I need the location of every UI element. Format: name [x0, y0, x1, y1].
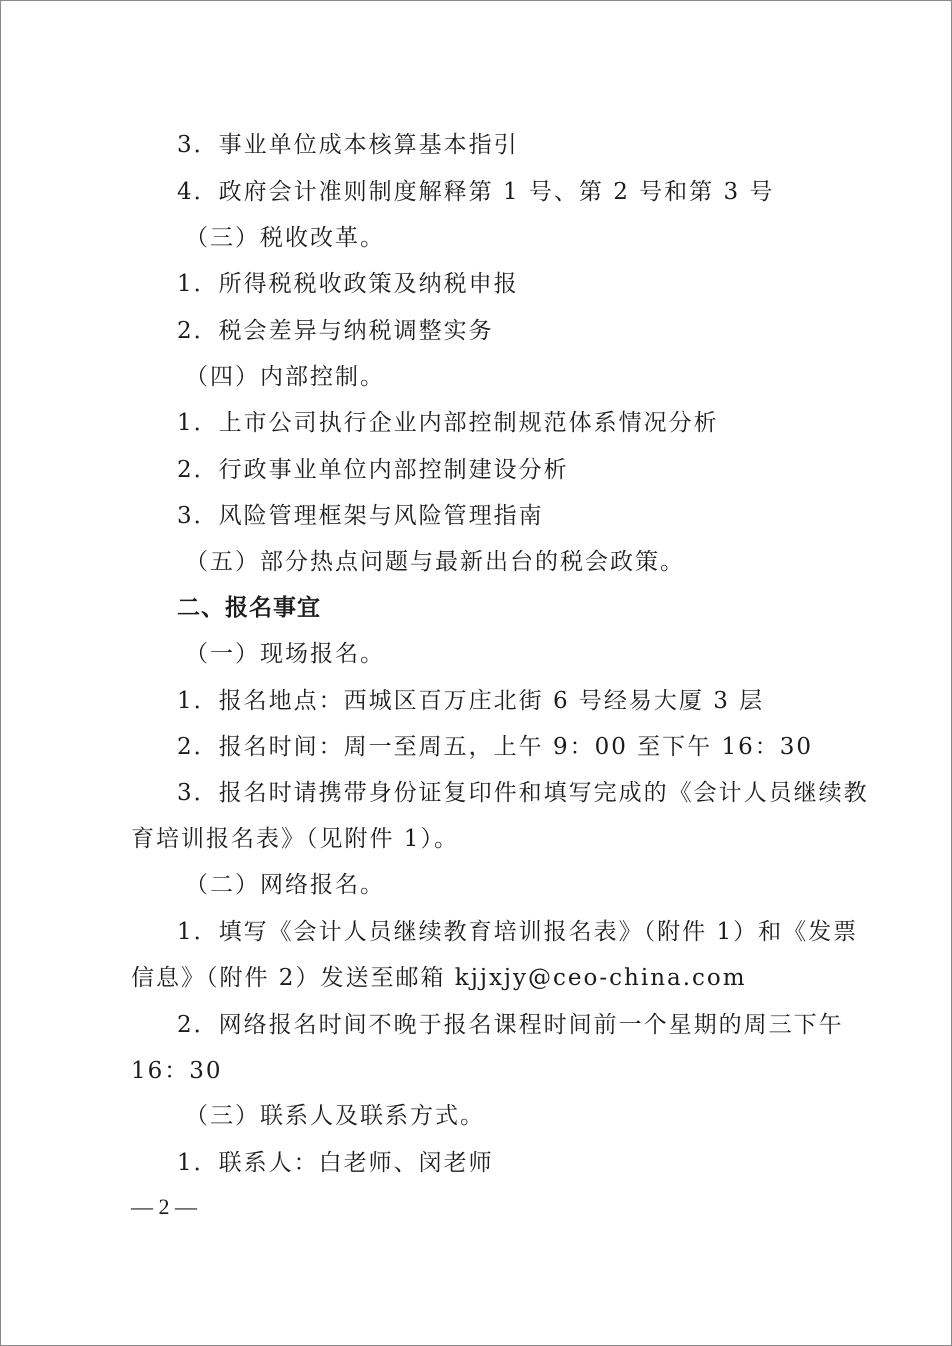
page-number: — 2 —: [131, 1194, 197, 1219]
online-registration-heading: （二）网络报名。: [185, 872, 385, 898]
online-deadline-line-2: 16：30: [131, 1058, 223, 1084]
registration-hours: 2．报名时间：周一至周五，上午 9：00 至下午 16：30: [177, 734, 813, 760]
onsite-registration-heading: （一）现场报名。: [185, 641, 385, 667]
registration-location: 1．报名地点：西城区百万庄北街 6 号经易大厦 3 层: [177, 688, 765, 714]
online-form-line-2-email: 信息》（附件 2）发送至邮箱 kjjxjy@ceo-china.com: [131, 965, 747, 991]
item-income-tax-policy: 1．所得税税收政策及纳税申报: [177, 271, 519, 297]
registration-documents-line-1: 3．报名时请携带身份证复印件和填写完成的《会计人员继续教: [177, 780, 869, 806]
contact-heading: （三）联系人及联系方式。: [185, 1103, 485, 1129]
registration-heading: 二、报名事宜: [177, 595, 321, 621]
online-deadline-line-1: 2．网络报名时间不晚于报名课程时间前一个星期的周三下午: [177, 1012, 844, 1038]
contact-persons: 1．联系人：白老师、闵老师: [177, 1150, 494, 1176]
item-risk-management-framework: 3．风险管理框架与风险管理指南: [177, 503, 544, 529]
item-listed-company-internal-control: 1．上市公司执行企业内部控制规范体系情况分析: [177, 410, 719, 436]
section-internal-control-heading: （四）内部控制。: [185, 364, 385, 390]
item-government-accounting-interpretations: 4．政府会计准则制度解释第 1 号、第 2 号和第 3 号: [177, 179, 775, 205]
registration-documents-line-2: 育培训报名表》（见附件 1）。: [131, 826, 459, 852]
section-tax-reform-heading: （三）税收改革。: [185, 225, 385, 251]
item-public-institution-cost-accounting: 3．事业单位成本核算基本指引: [177, 132, 519, 158]
section-hot-topics-heading: （五）部分热点问题与最新出台的税会政策。: [185, 549, 685, 575]
item-tax-accounting-differences: 2．税会差异与纳税调整实务: [177, 318, 494, 344]
online-form-line-1: 1．填写《会计人员继续教育培训报名表》（附件 1）和《发票: [177, 919, 859, 945]
item-administrative-internal-control: 2．行政事业单位内部控制建设分析: [177, 457, 569, 483]
